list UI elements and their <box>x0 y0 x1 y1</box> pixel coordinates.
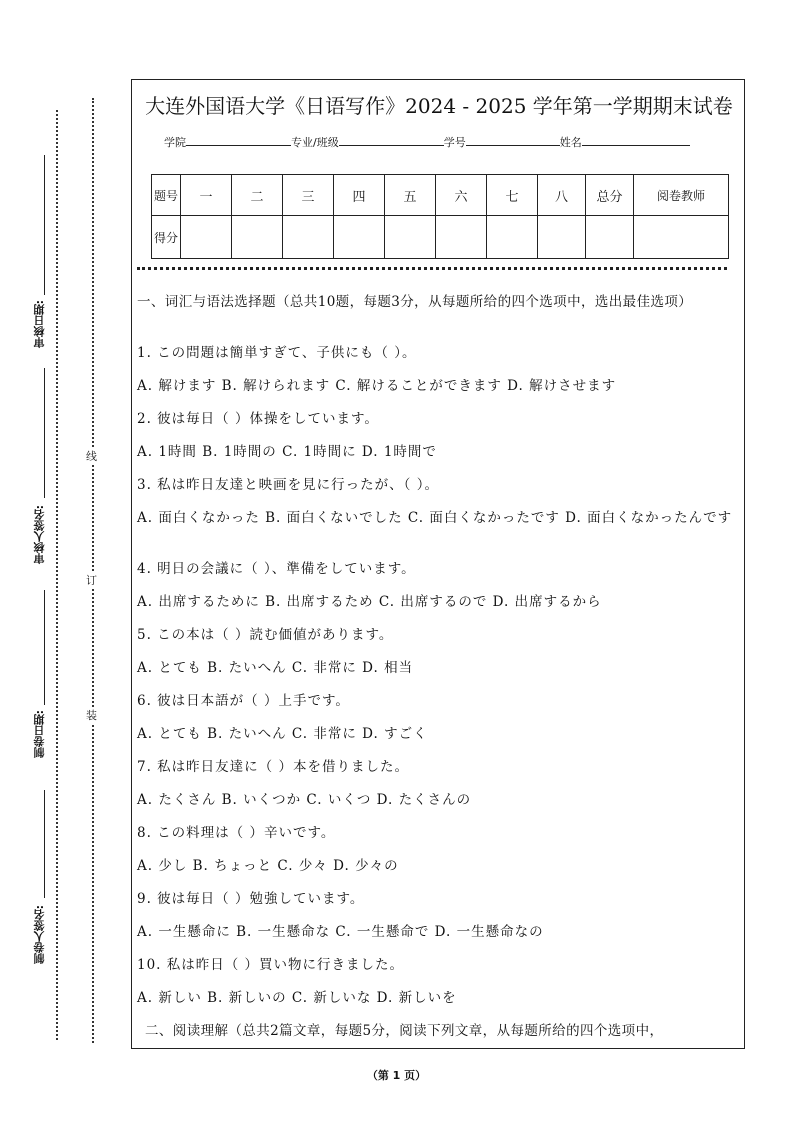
maker-sign-label: 制卷人签名: <box>33 905 46 965</box>
question-text: 4. 明日の会議に（ ）、準備をしています。 <box>137 561 416 577</box>
question-options: A. 1時間 B. 1時間の C. 1時間に D. 1時間で <box>137 444 437 460</box>
question-options: A. とても B. たいへん C. 非常に D. 相当 <box>137 660 414 676</box>
col-8: 八 <box>538 175 586 216</box>
col-2: 二 <box>232 175 283 216</box>
reviewer-sign-label: 审核人签名: <box>33 505 46 565</box>
question-text: 8. この料理は（ ）辛いです。 <box>137 825 336 841</box>
exam-content <box>137 291 741 1053</box>
name-label: 姓名 <box>559 136 582 149</box>
col-4: 四 <box>334 175 385 216</box>
page-number: （第 1 页） <box>366 1069 427 1082</box>
question-text: 5. この本は（ ）読む価値があります。 <box>137 627 394 643</box>
name-field[interactable] <box>582 134 690 146</box>
reviewer-date-line <box>44 155 45 295</box>
college-field[interactable] <box>186 134 291 146</box>
question-text: 6. 彼は日本語が（ ）上手です。 <box>137 693 350 709</box>
question-text: 3. 私は昨日友達と映画を見に行ったが、（ ）。 <box>137 477 439 493</box>
score-cell[interactable] <box>385 216 436 259</box>
col-6: 六 <box>436 175 487 216</box>
maker-sign-line <box>44 790 45 898</box>
score-cell[interactable] <box>283 216 334 259</box>
score-cell[interactable] <box>181 216 232 259</box>
student-id-field[interactable] <box>466 134 560 146</box>
question-text: 9. 彼は毎日（ ）勉強しています。 <box>137 891 365 907</box>
major-field[interactable] <box>339 134 444 146</box>
student-id-label: 学号 <box>443 136 466 149</box>
section2-heading: 二、阅读理解（总共2篇文章，每题5分，阅读下列文章，从每题所给的四个选项中， <box>145 1023 664 1039</box>
score-cell[interactable] <box>538 216 586 259</box>
student-info-row <box>164 134 690 150</box>
section-divider <box>137 267 727 270</box>
score-label: 得分 <box>152 216 181 259</box>
score-cell[interactable] <box>634 216 729 259</box>
question-text: 10. 私は昨日（ ）買い物に行きました。 <box>137 957 405 973</box>
score-cell[interactable] <box>232 216 283 259</box>
question-options: A. 解けます B. 解けられます C. 解けることができます D. 解けさせます <box>137 378 617 394</box>
maker-date-label: 制卷日期: <box>33 710 46 759</box>
question-options: A. 少し B. ちょっと C. 少々 D. 少々の <box>137 858 399 874</box>
binding-char-line: 线 <box>86 450 97 463</box>
col-5: 五 <box>385 175 436 216</box>
exam-frame <box>131 79 745 1049</box>
question-options: A. とても B. たいへん C. 非常に D. すごく <box>137 726 428 742</box>
exam-title: 大连外国语大学《日语写作》2024 - 2025 学年第一学期期末试卷 <box>145 94 733 118</box>
score-cell[interactable] <box>334 216 385 259</box>
binding-char-zhuang: 装 <box>86 709 97 722</box>
question-options: A. 出席するために B. 出席するため C. 出席するので D. 出席するから <box>137 594 602 610</box>
binding-char-ding: 订 <box>86 574 97 587</box>
binding-dotted-line <box>92 98 94 1043</box>
score-cell[interactable] <box>436 216 487 259</box>
col-grader: 阅卷教师 <box>634 175 729 216</box>
question-text: 2. 彼は毎日（ ）体操をしています。 <box>137 411 379 427</box>
question-text: 1. この問題は簡単すぎて、子供にも（ ）。 <box>137 345 417 361</box>
col-total: 总分 <box>586 175 634 216</box>
score-table <box>151 174 729 259</box>
major-label: 专业/班级 <box>291 136 339 149</box>
question-options: A. 新しい B. 新しいの C. 新しいな D. 新しいを <box>137 990 457 1006</box>
question-options: A. たくさん B. いくつか C. いくつ D. たくさんの <box>137 792 472 808</box>
reviewer-date-label: 审核日期: <box>33 300 46 349</box>
score-cell[interactable] <box>586 216 634 259</box>
question-text: 7. 私は昨日友達に（ ）本を借りました。 <box>137 759 409 775</box>
maker-date-line <box>44 590 45 705</box>
score-table-score-row <box>152 216 729 259</box>
reviewer-sign-line <box>44 368 45 498</box>
question-options: A. 面白くなかった B. 面白くないでした C. 面白くなかったです D. 面白くなかったんです <box>137 510 733 526</box>
col-3: 三 <box>283 175 334 216</box>
col-7: 七 <box>487 175 538 216</box>
question-options: A. 一生懸命に B. 一生懸命な C. 一生懸命で D. 一生懸命なの <box>137 924 544 940</box>
section1-heading: 一、词汇与语法选择题（总共10题，每题3分，从每题所给的四个选项中，选出最佳选项） <box>137 294 693 310</box>
score-cell[interactable] <box>487 216 538 259</box>
question-number-label: 题号 <box>152 175 181 216</box>
col-1: 一 <box>181 175 232 216</box>
college-label: 学院 <box>164 136 186 149</box>
left-dotted-line <box>56 110 58 1040</box>
score-table-header-row <box>152 175 729 216</box>
